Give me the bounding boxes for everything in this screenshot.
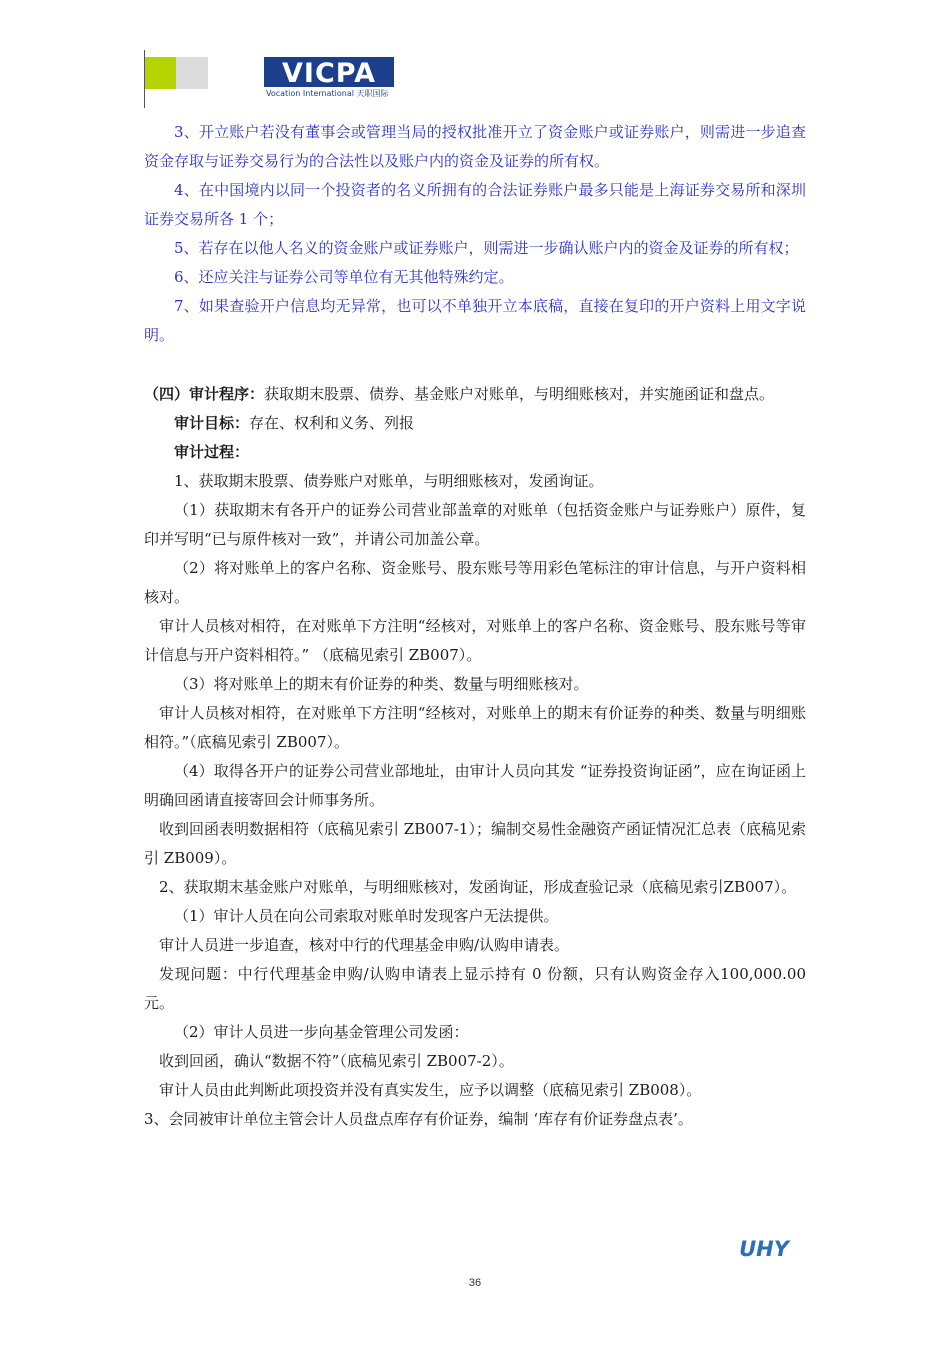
vicpa-logo — [264, 57, 394, 87]
body-paragraph: 收到回函表明数据相符（底稿见索引 ZB007-1）；编制交易性金融资产函证情况汇总表（底稿见索引 ZB009）。 — [144, 820, 806, 867]
body-paragraph: 审计人员核对相符，在对账单下方注明“经核对，对账单上的客户名称、资金账号、股东账号等审计信息与开户资料相符。” （底稿见索引 ZB007）。 — [144, 617, 806, 664]
document-body — [144, 118, 806, 1134]
body-paragraph: （1）审计人员在向公司索取对账单时发现客户无法提供。 — [174, 907, 559, 925]
note-paragraph: 4、在中国境内以同一个投资者的名义所拥有的合法证券账户最多只能是上海证券交易所和深圳证券交易所各 1 个； — [144, 181, 806, 228]
body-paragraph: 发现问题：中行代理基金申购/认购申请表上显示持有 0 份额，只有认购资金存入100,000.00 元。 — [144, 965, 806, 1012]
vicpa-logo-subtitle: Vocation International 天职国际 — [266, 89, 389, 98]
body-paragraph: （4）取得各开户的证券公司营业部地址，由审计人员向其发 “证券投资询证函”，应在询证函上明确回函请直接寄回会计师事务所。 — [144, 762, 806, 809]
vicpa-logo-text: VICPA — [282, 58, 376, 87]
body-paragraph: 1、获取期末股票、债券账户对账单，与明细账核对，发函询证。 — [174, 472, 604, 490]
page-header — [0, 0, 950, 110]
body-paragraph: （2）审计人员进一步向基金管理公司发函： — [174, 1023, 469, 1041]
spacer — [144, 350, 806, 380]
header-lime-block — [145, 57, 176, 89]
audit-goal-text: 存在、权利和义务、列报 — [249, 414, 415, 432]
audit-process-label: 审计过程： — [174, 443, 250, 461]
body-paragraph: 收到回函，确认“数据不符”（底稿见索引 ZB007-2）。 — [159, 1052, 514, 1070]
section-title-text: 获取期末股票、债券、基金账户对账单，与明细账核对，并实施函证和盘点。 — [264, 385, 775, 403]
body-paragraph: 审计人员核对相符，在对账单下方注明“经核对，对账单上的期末有价证券的种类、数量与明细账相符。”（底稿见索引 ZB007）。 — [144, 704, 806, 751]
body-paragraph: （3）将对账单上的期末有价证券的种类、数量与明细账核对。 — [174, 675, 589, 693]
note-paragraph: 3、开立账户若没有董事会或管理当局的授权批准开立了资金账户或证券账户，则需进一步追查资金存取与证券交易行为的合法性以及账户内的资金及证券的所有权。 — [144, 123, 806, 170]
note-paragraph: 5、若存在以他人名义的资金账户或证券账户，则需进一步确认账户内的资金及证券的所有权； — [174, 239, 799, 257]
uhy-logo-text: UHY — [739, 1237, 789, 1260]
body-paragraph: 审计人员由此判断此项投资并没有真实发生，应予以调整（底稿见索引 ZB008）。 — [159, 1081, 702, 1099]
body-paragraph: 2、获取期末基金账户对账单，与明细账核对，发函询证，形成查验记录（底稿见索引ZB007）。 — [159, 878, 797, 896]
page-number: 36 — [468, 1277, 482, 1289]
section-title-label: （四）审计程序： — [144, 385, 265, 403]
body-paragraph: （2）将对账单上的客户名称、资金账号、股东账号等用彩色笔标注的审计信息，与开户资料相核对。 — [144, 559, 806, 606]
audit-goal-label: 审计目标： — [174, 414, 250, 432]
uhy-logo — [736, 1236, 792, 1260]
body-paragraph: 审计人员进一步追查，核对中行的代理基金申购/认购申请表。 — [159, 936, 570, 954]
section-heading — [144, 380, 806, 409]
note-paragraph: 6、还应关注与证券公司等单位有无其他特殊约定。 — [174, 268, 514, 286]
body-paragraph: 3、会同被审计单位主管会计人员盘点库存有价证券，编制 ‘库存有价证券盘点表’。 — [144, 1110, 693, 1128]
audit-goal — [144, 409, 806, 438]
note-paragraph: 7、如果查验开户信息均无异常，也可以不单独开立本底稿，直接在复印的开户资料上用文字说明。 — [144, 297, 806, 344]
body-paragraph: （1）获取期末有各开户的证券公司营业部盖章的对账单（包括资金账户与证券账户）原件，复印并写明“已与原件核对一致”，并请公司加盖公章。 — [144, 501, 806, 548]
header-grey-block — [176, 57, 208, 89]
